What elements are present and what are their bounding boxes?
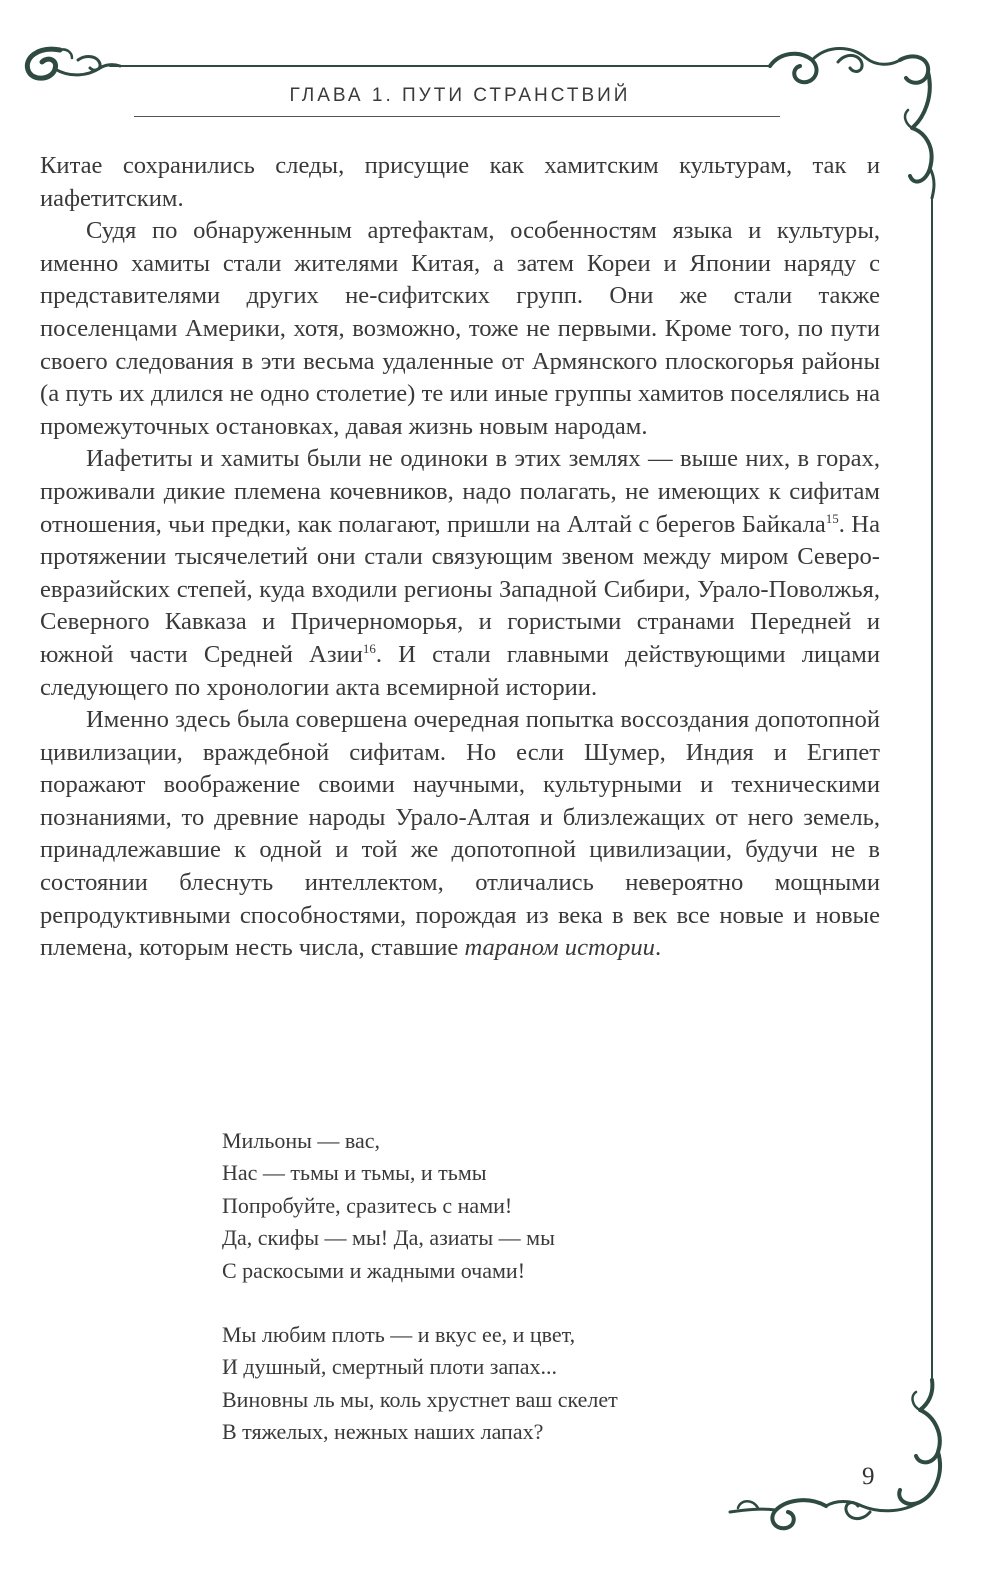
verse-line: Попробуйте, сразитесь с нами!: [222, 1192, 513, 1218]
poem-stanza-2: [222, 1319, 822, 1449]
paragraph-1: Китае сохранились следы, присущие как хамитским культурам, так и иафетитским.: [40, 152, 880, 212]
paragraph-4: [40, 704, 880, 965]
paragraph-3-text-b: . На протяжении тысячелетий они стали связующим звеном между миром Северо-евразийских степей, куда входили регионы Западной Сибири, Урало-Поволжья, Северного Кавказа и Причерноморья, и гористыми странами Передней и южной части Средней Азии: [40, 510, 880, 668]
verse-line: Виновны ль мы, коль хрустнет ваш скелет: [222, 1386, 618, 1412]
paragraph-3: [40, 443, 880, 704]
verse-line: Мы любим плоть — и вкус ее, и цвет,: [222, 1322, 576, 1348]
verse-line: И душный, смертный плоти запах...: [222, 1354, 558, 1380]
header-rule: [134, 116, 780, 117]
verse-line: В тяжелых, нежных наших лапах?: [222, 1419, 544, 1445]
paragraph-2: Судя по обнаруженным артефактам, особенностям языка и культуры, именно хамиты стали жителями Китая, а затем Кореи и Японии наряду с представителями других не-сифитских групп. Они же стали также поселенцами Америки, хотя, возможно, тоже не первыми. Кроме того, по пути своего следования в эти весьма удаленные от Армянского плоскогорья районы (а путь их длился не одно столетие) те или иные группы хамитов поселялись на промежуточных остановках, давая жизнь новым народам.: [40, 217, 880, 440]
page-number: 9: [862, 1463, 875, 1490]
poem-stanza-1: [222, 1125, 822, 1287]
poem-quote: [222, 1125, 822, 1481]
verse-line: Мильоны — вас,: [222, 1128, 381, 1153]
footnote-ref-16[interactable]: 16: [362, 640, 376, 656]
paragraph-3-text-a: Иафетиты и хамиты были не одиноки в этих землях — выше них, в горах, проживали дикие племена кочевников, надо полагать, не имеющих к сифитам отношения, чьи предки, как полагают, пришли на Алтай с берегов Байкала: [40, 445, 880, 538]
main-text: [40, 150, 880, 965]
paragraph-4-emphasis: тараном истории: [464, 934, 655, 962]
verse-line: Нас — тьмы и тьмы, и тьмы: [222, 1160, 487, 1186]
verse-line: С раскосыми и жадными очами!: [222, 1257, 526, 1283]
top-left-flourish-icon: [27, 49, 120, 78]
paragraph-4-text: Именно здесь была совершена очередная попытка воссоздания допотопной цивилизации, враждебной сифитам. Но если Шумер, Индия и Египет поражают воображение своими научными, культурными и техническими познаниями, то древние народы Урало-Алтая и близлежащих от него земель, принадлежавшие к одной и той же допотопной цивилизации, будучи не в состоянии блеснуть интеллектом, отличались невероятно мощными репродуктивными способностями, порождая из века в век все новые и новые племена, которым несть числа, ставшие: [40, 706, 880, 962]
verse-line: Да, скифы — мы! Да, азиаты — мы: [222, 1225, 555, 1251]
footnote-ref-15[interactable]: 15: [825, 510, 839, 526]
paragraph-3-text-c: . И стали главными действующими лицами следующего по хронологии акта всемирной истории.: [40, 640, 880, 701]
paragraph-4-end: .: [654, 934, 662, 962]
running-head: ГЛАВА 1. ПУТИ СТРАНСТВИЙ: [289, 85, 631, 106]
